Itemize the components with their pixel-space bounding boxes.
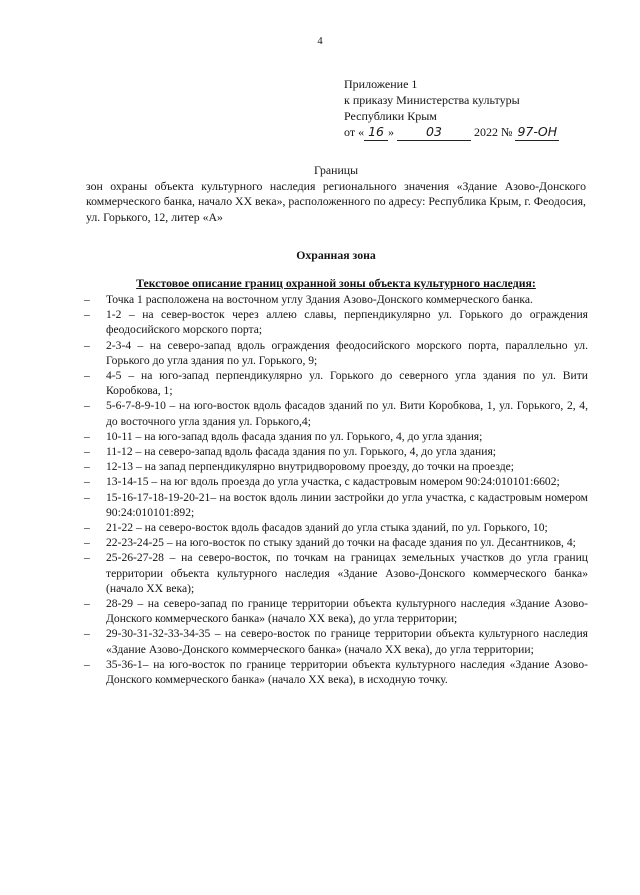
list-item (84, 368, 588, 398)
bullet-dash: – (84, 521, 90, 535)
title-heading: Границы (313, 163, 359, 177)
handwritten-order-number: 97-ОН (517, 124, 558, 139)
appendix-date-line (344, 124, 559, 141)
list-item (84, 307, 588, 337)
list-item (84, 626, 588, 656)
list-item-text: 2-3-4 – на северо-запад вдоль ограждения феодосийского морского порта, параллельно ул. Горького до угла здания по ул. Горького, 9; (106, 338, 588, 367)
appendix-block (344, 76, 559, 141)
list-item (84, 535, 588, 550)
list-item (84, 338, 588, 368)
year-text: 2022 № (474, 125, 513, 139)
document-title (86, 163, 586, 225)
bullet-dash: – (84, 308, 90, 322)
list-item (84, 657, 588, 687)
list-item (84, 474, 588, 489)
list-item-text: 28-29 – на северо-запад по границе территории объекта культурного наследия «Здание Азово-Донского коммерческого банка» (начало XX века), до угла территории; (106, 597, 588, 626)
list-item (84, 444, 588, 459)
date-prefix: от « (344, 125, 365, 139)
bullet-dash: – (84, 369, 90, 383)
appendix-line-3: Республики Крым (344, 109, 437, 123)
list-item-text: 1-2 – на север-восток через аллею славы, перпендикулярно ул. Горького до ограждения феодосийского морского порта; (106, 308, 588, 337)
bullet-dash: – (84, 460, 90, 474)
handwritten-month: 03 (397, 124, 471, 141)
list-item-text: 35-36-1– на юго-восток по границе территории объекта культурного наследия «Здание Азово-Донского коммерческого банка» (начало XX века), в исходную точку. (106, 657, 588, 687)
list-item-text: 21-22 – на северо-восток вдоль фасадов зданий до угла стыка зданий, по ул. Горького, 10; (106, 521, 548, 535)
date-mid: » (388, 125, 394, 139)
list-item-text: 10-11 – на юго-запад вдоль фасада здания по ул. Горького, 4, до угла здания; (106, 429, 483, 443)
list-item-text: 11-12 – на северо-запад вдоль фасада здания по ул. Горького, 4, до угла здания; (106, 445, 497, 459)
list-item (84, 292, 588, 307)
title-body: зон охраны объекта культурного наследия регионального значения «Здание Азово-Донского коммерческого банка, начало XX века», расположенного по адресу: Республика Крым, г. Феодосия, ул. Горького, 12, литер «А» (86, 178, 586, 224)
list-item-text: 22-23-24-25 – на юго-восток по стыку зданий до точки на фасаде здания по ул. Десантников, 4; (106, 536, 576, 550)
bullet-dash: – (84, 338, 90, 352)
bullet-dash: – (84, 490, 90, 504)
list-item (84, 596, 588, 626)
list-item-text: 12-13 – на запад перпендикулярно внутридворовому проезду, до точки на проезде; (106, 460, 514, 474)
bullet-dash: – (84, 551, 90, 565)
list-item-text: 29-30-31-32-33-34-35 – на северо-восток по границе территории объекта культурного наследия «Здание Азово-Донского коммерческого банка» (начало XX века), до угла территории; (106, 627, 588, 656)
list-item-text: 13-14-15 – на юг вдоль проезда до угла участка, с кадастровым номером 90:24:010101:6602; (106, 475, 560, 489)
boundary-list (84, 292, 588, 687)
bullet-dash: – (84, 293, 90, 306)
bullet-dash: – (84, 627, 90, 641)
appendix-line-1: Приложение 1 (344, 77, 418, 91)
appendix-line-2: к приказу Министерства культуры (344, 93, 520, 107)
list-item (84, 520, 588, 535)
page-number: 4 (317, 36, 323, 47)
list-item (84, 429, 588, 444)
section-subheading: Текстовое описание границ охранной зоны объекта культурного наследия: (136, 276, 536, 290)
bullet-dash: – (84, 429, 90, 443)
list-item (84, 459, 588, 474)
list-item-text: 5-6-7-8-9-10 – на юго-восток вдоль фасадов зданий по ул. Вити Коробкова, 1, ул. Горького, 2, 4, до восточного угла здания ул. Горького,4; (106, 399, 588, 428)
bullet-dash: – (84, 657, 90, 671)
list-item-text: Точка 1 расположена на восточном углу Здания Азово-Донского коммерческого банка. (106, 293, 533, 306)
bullet-dash: – (84, 445, 90, 459)
zone-heading: Охранная зона (296, 248, 376, 262)
list-item (84, 398, 588, 428)
list-item (84, 490, 588, 520)
bullet-dash: – (84, 536, 90, 550)
handwritten-day: 16 (364, 124, 388, 141)
list-item-text: 15-16-17-18-19-20-21– на восток вдоль линии застройки до угла участка, с кадастровым номером 90:24:010101:892; (106, 490, 588, 519)
list-item (84, 550, 588, 596)
bullet-dash: – (84, 597, 90, 611)
bullet-dash: – (84, 475, 90, 489)
bullet-dash: – (84, 399, 90, 413)
list-item-text: 4-5 – на юго-запад перпендикулярно ул. Горького до северного угла здания по ул. Вити Коробкова, 1; (106, 369, 588, 398)
list-item-text: 25-26-27-28 – на северо-восток, по точкам на границах земельных участков до угла границ территории объекта культурного наследия «Здание Азово-Донского коммерческого банка» (начало XX века); (106, 551, 588, 595)
